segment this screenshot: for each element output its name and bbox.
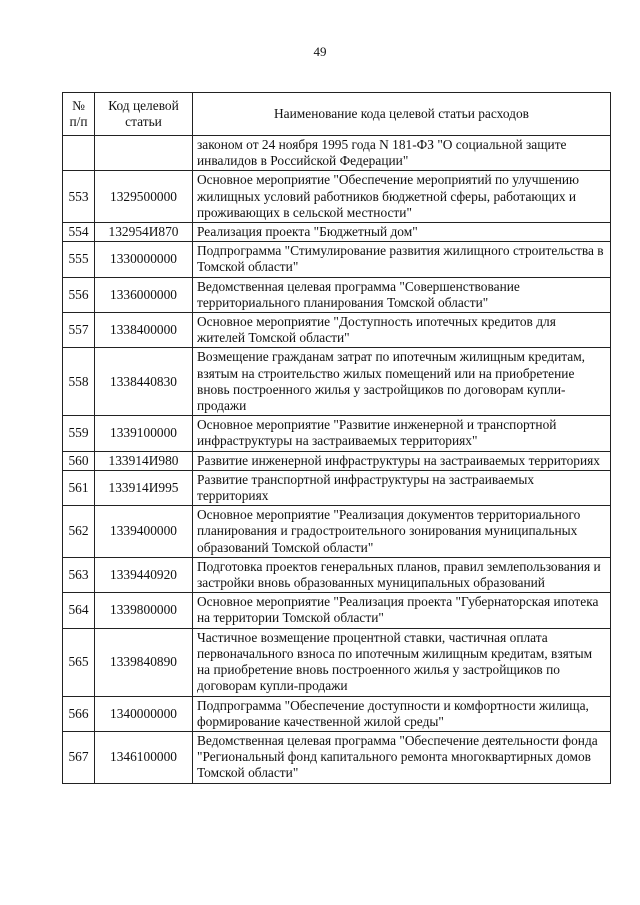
row-number xyxy=(63,136,95,171)
row-number: 561 xyxy=(63,470,95,505)
row-number: 567 xyxy=(63,731,95,783)
row-code: 133914И980 xyxy=(95,451,193,470)
row-name: Подготовка проектов генеральных планов, правил землепользования и застройки вновь образованных муниципальных образований xyxy=(193,557,611,592)
row-name: Реализация проекта "Бюджетный дом" xyxy=(193,223,611,242)
row-number: 566 xyxy=(63,696,95,731)
row-number: 553 xyxy=(63,171,95,223)
table-row xyxy=(63,171,611,223)
row-code: 133914И995 xyxy=(95,470,193,505)
row-number: 564 xyxy=(63,593,95,628)
row-code: 1336000000 xyxy=(95,277,193,312)
table-row xyxy=(63,348,611,416)
table-row xyxy=(63,451,611,470)
row-name: Развитие транспортной инфраструктуры на застраиваемых территориях xyxy=(193,470,611,505)
row-code: 1339800000 xyxy=(95,593,193,628)
row-number: 559 xyxy=(63,416,95,451)
row-code: 1339100000 xyxy=(95,416,193,451)
row-number: 563 xyxy=(63,557,95,592)
row-name: Частичное возмещение процентной ставки, частичная оплата первоначального взноса по ипотечным жилищным кредитам, взятым на приобретение вновь построенного жилья у застройщиков по договорам купли-продажи xyxy=(193,628,611,696)
row-number: 555 xyxy=(63,242,95,277)
row-code xyxy=(95,136,193,171)
row-code: 1339840890 xyxy=(95,628,193,696)
row-name: Ведомственная целевая программа "Совершенствование территориального планирования Томской области" xyxy=(193,277,611,312)
row-number: 557 xyxy=(63,313,95,348)
row-code: 1338400000 xyxy=(95,313,193,348)
row-number: 560 xyxy=(63,451,95,470)
row-name: Возмещение гражданам затрат по ипотечным жилищным кредитам, взятым на строительство жилых помещений или на приобретение вновь построенного жилья у застройщиков по договорам купли-продажи xyxy=(193,348,611,416)
row-name: Основное мероприятие "Доступность ипотечных кредитов для жителей Томской области" xyxy=(193,313,611,348)
budget-codes-table xyxy=(62,92,611,784)
row-name: законом от 24 ноября 1995 года N 181-ФЗ "О социальной защите инвалидов в Российской Федерации" xyxy=(193,136,611,171)
table-header-row xyxy=(63,93,611,136)
row-code: 1346100000 xyxy=(95,731,193,783)
row-number: 556 xyxy=(63,277,95,312)
row-code: 1339400000 xyxy=(95,506,193,558)
table-row xyxy=(63,506,611,558)
row-number: 558 xyxy=(63,348,95,416)
page-number: 49 xyxy=(313,44,327,59)
row-name: Ведомственная целевая программа "Обеспечение деятельности фонда "Региональный фонд капитального ремонта многоквартирных домов Томской области" xyxy=(193,731,611,783)
row-number: 565 xyxy=(63,628,95,696)
table-row xyxy=(63,470,611,505)
header-name: Наименование кода целевой статьи расходов xyxy=(193,93,611,136)
row-number: 554 xyxy=(63,223,95,242)
row-code: 1338440830 xyxy=(95,348,193,416)
table-row xyxy=(63,593,611,628)
table-row xyxy=(63,557,611,592)
row-name: Основное мероприятие "Реализация проекта "Губернаторская ипотека на территории Томской области" xyxy=(193,593,611,628)
row-code: 1340000000 xyxy=(95,696,193,731)
row-name: Основное мероприятие "Реализация документов территориального планирования и градостроительного зонирования муниципальных образований Томской области" xyxy=(193,506,611,558)
table-row xyxy=(63,313,611,348)
row-name: Основное мероприятие "Развитие инженерной и транспортной инфраструктуры на застраиваемых территориях" xyxy=(193,416,611,451)
row-code: 1339440920 xyxy=(95,557,193,592)
header-num: № п/п xyxy=(63,93,95,136)
row-code: 1330000000 xyxy=(95,242,193,277)
table-row xyxy=(63,223,611,242)
table-body xyxy=(63,136,611,784)
row-number: 562 xyxy=(63,506,95,558)
row-name: Основное мероприятие "Обеспечение мероприятий по улучшению жилищных условий работников бюджетной сферы, работающих и проживающих в сельской местности" xyxy=(193,171,611,223)
row-name: Подпрограмма "Стимулирование развития жилищного строительства в Томской области" xyxy=(193,242,611,277)
row-name: Подпрограмма "Обеспечение доступности и комфортности жилища, формирование качественной жилой среды" xyxy=(193,696,611,731)
header-code: Код целевой статьи xyxy=(95,93,193,136)
table-row xyxy=(63,277,611,312)
table-row xyxy=(63,628,611,696)
table-row xyxy=(63,696,611,731)
table-row xyxy=(63,136,611,171)
table-row xyxy=(63,416,611,451)
row-code: 132954И870 xyxy=(95,223,193,242)
row-code: 1329500000 xyxy=(95,171,193,223)
table-row xyxy=(63,731,611,783)
table-row xyxy=(63,242,611,277)
row-name: Развитие инженерной инфраструктуры на застраиваемых территориях xyxy=(193,451,611,470)
